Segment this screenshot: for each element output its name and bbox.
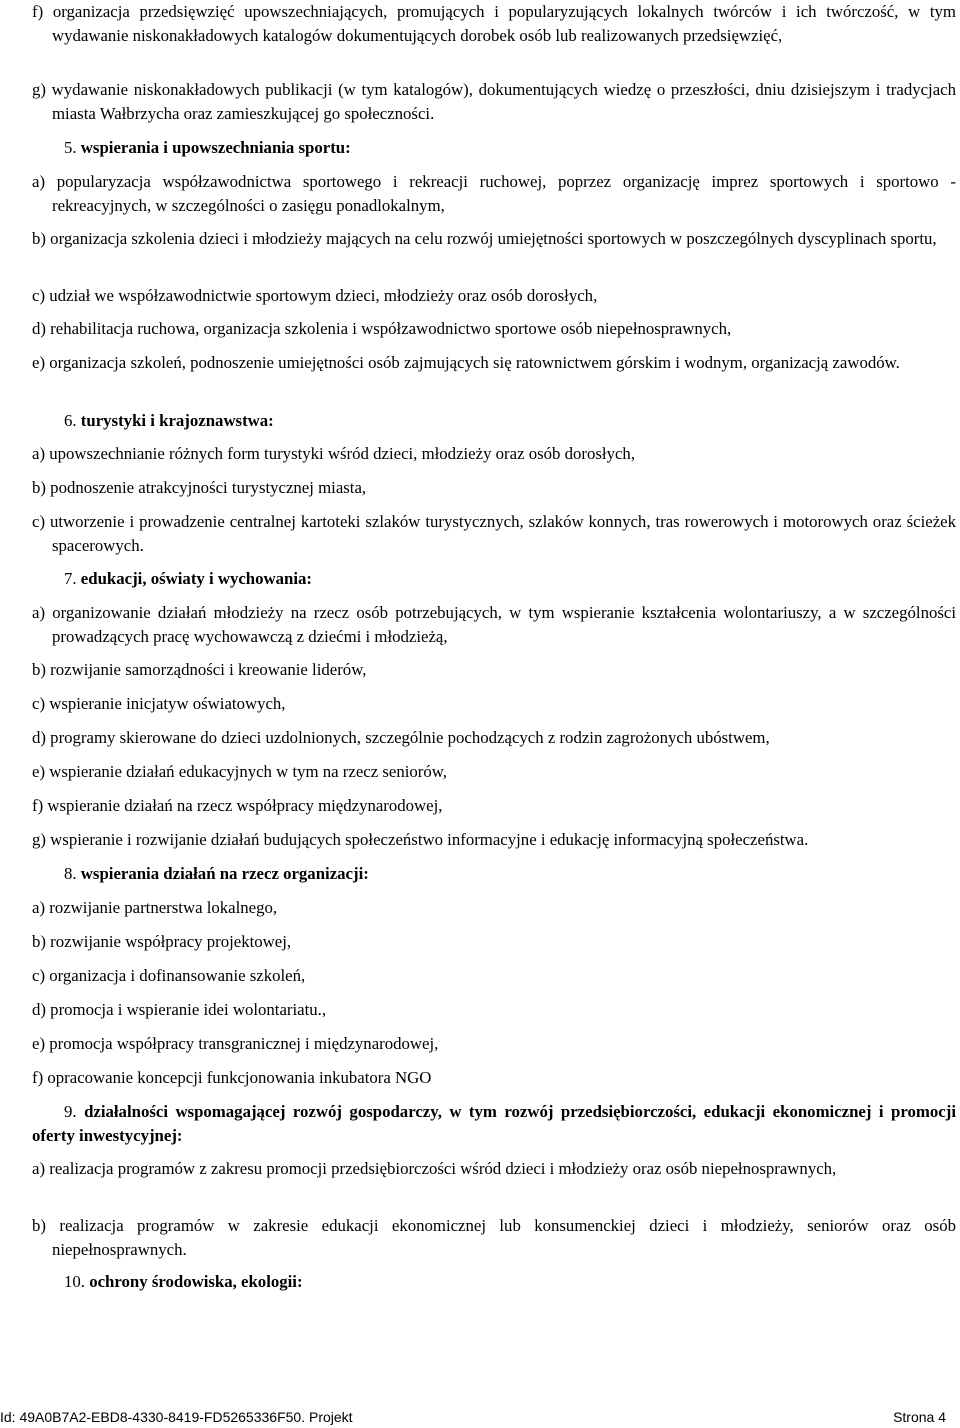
section-number: 6.	[64, 411, 77, 430]
list-item: b) podnoszenie atrakcyjności turystycznej miasta,	[32, 478, 367, 497]
section-title: ochrony środowiska, ekologii:	[89, 1272, 303, 1291]
section-heading-5	[64, 136, 351, 160]
list-item: f) wspieranie działań na rzecz współpracy międzynarodowej,	[32, 796, 443, 815]
list-item: f) opracowanie koncepcji funkcjonowania inkubatora NGO	[32, 1068, 432, 1087]
section-heading-8	[64, 862, 369, 886]
section-number: 9.	[64, 1102, 77, 1121]
list-item: a) upowszechnianie różnych form turystyki wśród dzieci, młodzieży oraz osób dorosłych,	[32, 444, 636, 463]
section-number: 8.	[64, 864, 77, 883]
list-item: e) promocja współpracy transgranicznej i międzynarodowej,	[32, 1034, 439, 1053]
section-heading-7	[64, 567, 312, 591]
list-item: g) wspieranie i rozwijanie działań budujących społeczeństwo informacyjne i edukację informacyjną społeczeństwa.	[32, 830, 809, 849]
list-item: b) organizacja szkolenia dzieci i młodzieży mających na celu rozwój umiejętności sportowych w poszczególnych dyscyplinach sportu,	[32, 229, 937, 248]
list-item-g: g) wydawanie niskonakładowych publikacji (w tym katalogów), dokumentujących wiedzę o przeszłości, dniu dzisiejszym i tradycjach miasta Wałbrzycha oraz zamieszkującej go społeczności.	[32, 80, 956, 123]
list-item: b) rozwijanie współpracy projektowej,	[32, 932, 292, 951]
list-item: c) udział we współzawodnictwie sportowym dzieci, młodzieży oraz osób dorosłych,	[32, 286, 598, 305]
section-title: wspierania i upowszechniania sportu:	[80, 138, 351, 157]
section-heading-6	[64, 409, 274, 433]
list-item: e) wspieranie działań edukacyjnych w tym na rzecz seniorów,	[32, 762, 447, 781]
list-item: a) realizacja programów z zakresu promocji przedsiębiorczości wśród dzieci i młodzieży oraz osób niepełnosprawnych,	[32, 1159, 837, 1178]
list-item: a) rozwijanie partnerstwa lokalnego,	[32, 898, 278, 917]
page-number: Strona 4	[893, 1409, 946, 1425]
section-heading-9	[32, 1100, 956, 1148]
list-item: e) organizacja szkoleń, podnoszenie umiejętności osób zajmujących się ratownictwem górskim i wodnym, organizacją zawodów.	[32, 353, 900, 372]
list-item: c) organizacja i dofinansowanie szkoleń,	[32, 966, 306, 985]
list-item: c) wspieranie inicjatyw oświatowych,	[32, 694, 286, 713]
section-title: edukacji, oświaty i wychowania:	[80, 569, 313, 588]
list-item-f: f) organizacja przedsięwzięć upowszechniających, promujących i popularyzujących lokalnych twórców i ich twórczość, w tym wydawanie niskonakładowych katalogów dokumentujących dorobek osób lub realizowanych przedsięwzięć,	[32, 2, 956, 45]
section-title: wspierania działań na rzecz organizacji:	[80, 864, 369, 883]
list-item: a) popularyzacja współzawodnictwa sportowego i rekreacji ruchowej, poprzez organizację imprez sportowych i sportowo - rekreacyjnych, w szczególności o zasięgu ponadlokalnym,	[32, 172, 956, 215]
list-item: b) rozwijanie samorządności i kreowanie liderów,	[32, 660, 367, 679]
list-item: b) realizacja programów w zakresie edukacji ekonomicznej lub konsumenckiej dzieci i młodzieży, seniorów oraz osób niepełnosprawnych.	[32, 1216, 956, 1259]
section-title: działalności wspomagającej rozwój gospodarczy, w tym rozwój przedsiębiorczości, edukacji ekonomicznej i promocji oferty inwestycyjnej:	[32, 1102, 956, 1145]
list-item: d) promocja i wspieranie idei wolontariatu.,	[32, 1000, 327, 1019]
list-item: a) organizowanie działań młodzieży na rzecz osób potrzebujących, w tym wspieranie kształcenia wolontariuszy, a w szczególności prowadzących pracę wychowawczą z dziećmi i młodzieżą,	[32, 603, 956, 646]
section-number: 5.	[64, 138, 77, 157]
list-item: d) rehabilitacja ruchowa, organizacja szkolenia i współzawodnictwo sportowe osób niepełnosprawnych,	[32, 319, 732, 338]
list-item: d) programy skierowane do dzieci uzdolnionych, szczególnie pochodzących z rodzin zagrożonych ubóstwem,	[32, 728, 770, 747]
section-title: turystyki i krajoznawstwa:	[80, 411, 274, 430]
section-heading-10	[64, 1270, 303, 1294]
section-number: 7.	[64, 569, 77, 588]
section-number: 10.	[64, 1272, 85, 1291]
list-item: c) utworzenie i prowadzenie centralnej kartoteki szlaków turystycznych, szlaków konnych, tras rowerowych i motorowych oraz ścieżek spacerowych.	[32, 512, 956, 555]
document-id: Id: 49A0B7A2-EBD8-4330-8419-FD5265336F50. Projekt	[0, 1409, 353, 1425]
